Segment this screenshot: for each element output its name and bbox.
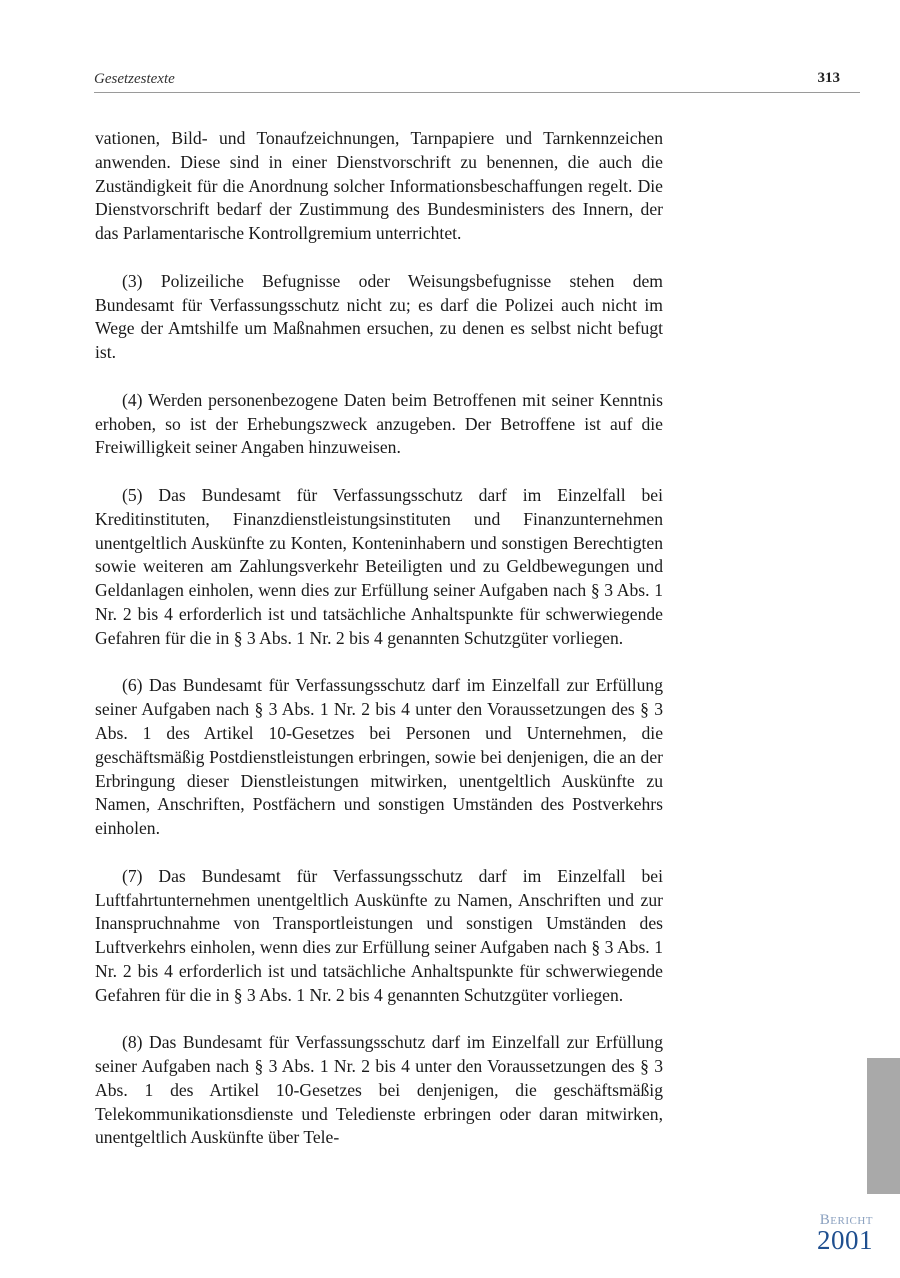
- paragraph-continuation: vationen, Bild- und Tonaufzeichnungen, Tarnpapiere und Tarnkennzeichen anwenden. Diese sind in einer Dienstvorschrift zu benennen, die auch die Zuständigkeit für die Anordnung solcher Informationsbeschaffungen regelt. Die Dienstvorschrift bedarf der Zustimmung des Bundesministers des Innern, der das Parlamentarische Kontrollgremium unterrichtet.: [95, 128, 663, 244]
- chapter-tab-marker: [867, 1058, 900, 1194]
- page-number: 313: [817, 70, 840, 86]
- paragraph-3: (3) Polizeiliche Befugnisse oder Weisungsbefugnisse stehen dem Bundesamt für Verfassungsschutz nicht zu; es darf die Polizei auch nicht im Wege der Amtshilfe um Maßnahmen ersuchen, zu denen es selbst nicht befugt ist.: [95, 270, 663, 363]
- report-logo: [817, 1212, 873, 1255]
- paragraph-4: (4) Werden personenbezogene Daten beim Betroffenen mit seiner Kenntnis erhoben, so ist der Erhebungszweck anzugeben. Der Betroffene ist auf die Freiwilligkeit seiner Angaben hinzuweisen.: [95, 389, 663, 458]
- paragraph-8: (8) Das Bundesamt für Verfassungsschutz darf im Einzelfall zur Erfüllung seiner Aufgaben nach § 3 Abs. 1 Nr. 2 bis 4 unter den Voraussetzungen des § 3 Abs. 1 des Artikel 10-Gesetzes bei denjenigen, die geschäftsmäßig Telekommunikationsdienste und Teledienste erbringen oder daran mitwirken, unentgeltlich Auskünfte über Tele-: [95, 1032, 663, 1148]
- logo-word: Bericht: [819, 1212, 873, 1228]
- body-text: [95, 127, 663, 1174]
- running-header: [94, 68, 860, 93]
- paragraph-7: (7) Das Bundesamt für Verfassungsschutz darf im Einzelfall bei Luftfahrtunternehmen unentgeltlich Auskünfte zu Namen, Anschriften und zur Inanspruchnahme von Transportleistungen und sonstigen Umständen des Luftverkehrs einholen, wenn dies zur Erfüllung seiner Aufgaben nach § 3 Abs. 1 Nr. 2 bis 4 erforderlich ist und tatsächliche Anhaltspunkte für schwerwiegende Gefahren für die in § 3 Abs. 1 Nr. 2 bis 4 genannten Schutzgüter vorliegen.: [95, 865, 663, 1005]
- paragraph-6: (6) Das Bundesamt für Verfassungsschutz darf im Einzelfall zur Erfüllung seiner Aufgaben nach § 3 Abs. 1 Nr. 2 bis 4 unter den Voraussetzungen des § 3 Abs. 1 des Artikel 10-Gesetzes bei Personen und Unternehmen, die geschäftsmäßig Postdienstleistungen erbringen, sowie bei denjenigen, die an der Erbringung dieser Dienstleistungen mitwirken, unentgeltlich Auskünfte zu Namen, Anschriften, Postfächern und sonstigen Umständen des Postverkehrs einholen.: [95, 675, 663, 839]
- paragraph-5: (5) Das Bundesamt für Verfassungsschutz darf im Einzelfall bei Kreditinstituten, Finanzdienstleistungsinstituten und Finanzunternehmen unentgeltlich Auskünfte zu Konten, Konteninhabern und sonstigen Berechtigten sowie weiteren am Zahlungsverkehr Beteiligten und zu Geldbewegungen und Geldanlagen einholen, wenn dies zur Erfüllung seiner Aufgaben nach § 3 Abs. 1 Nr. 2 bis 4 erforderlich ist und tatsächliche Anhaltspunkte für schwerwiegende Gefahren für die in § 3 Abs. 1 Nr. 2 bis 4 genannten Schutzgüter vorliegen.: [95, 484, 663, 648]
- section-title: Gesetzestexte: [94, 71, 175, 87]
- logo-year: 2001: [817, 1225, 873, 1255]
